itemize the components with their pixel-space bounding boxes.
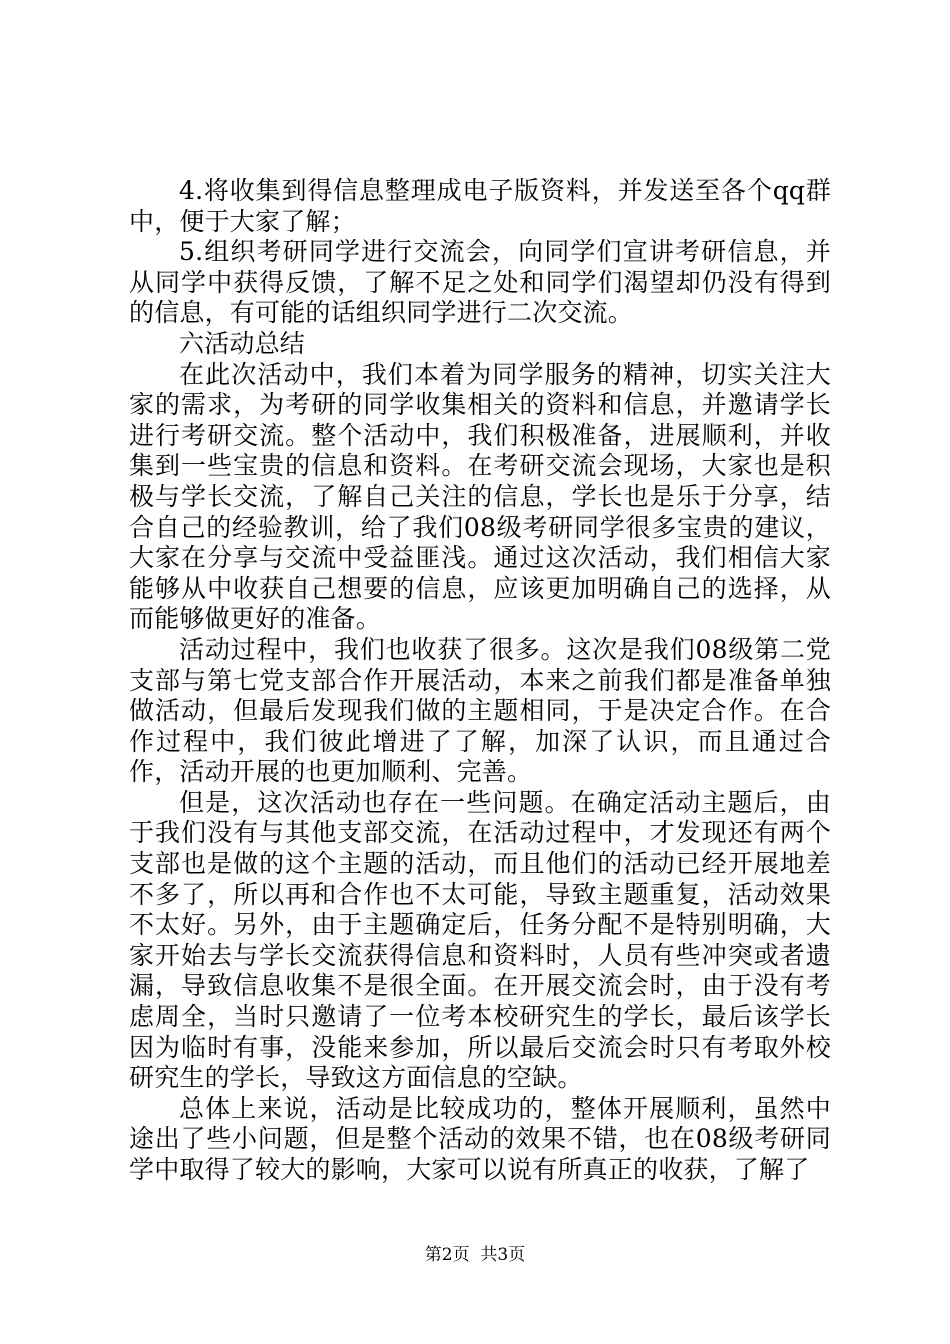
paragraph-summary-3: 但是，这次活动也存在一些问题。在确定活动主题后，由于我们没有与其他支部交流，在活动过程中，才发现还有两个支部也是做的这个主题的活动，而且他们的活动已经开展地差不多了，所以再和合作也不太可能，导致主题重复，活动效果不太好。另外，由于主题确定后，任务分配不是特别明确，大家开始去与学长交流获得信息和资料时，人员有些冲突或者遗漏，导致信息收集不是很全面。在开展交流会时，由于没有考虑周全，当时只邀请了一位考本校研究生的学长，最后该学长因为临时有事，没能来参加，所以最后交流会时只有考取外校研究生的学长，导致这方面信息的空缺。 bbox=[129, 787, 831, 1093]
paragraph-summary-4: 总体上来说，活动是比较成功的，整体开展顺利，虽然中途出了些小问题，但是整个活动的效果不错，也在08级考研同学中取得了较大的影响，大家可以说有所真正的收获，了解了 bbox=[129, 1093, 831, 1184]
paragraph-summary-1: 在此次活动中，我们本着为同学服务的精神，切实关注大家的需求，为考研的同学收集相关的资料和信息，并邀请学长进行考研交流。整个活动中，我们积极准备，进展顺利，并收集到一些宝贵的信息和资料。在考研交流会现场，大家也是积极与学长交流，了解自己关注的信息，学长也是乐于分享，结合自己的经验教训，给了我们08级考研同学很多宝贵的建议，大家在分享与交流中受益匪浅。通过这次活动，我们相信大家能够从中收获自己想要的信息，应该更加明确自己的选择，从而能够做更好的准备。 bbox=[129, 359, 831, 634]
page-footer bbox=[0, 1240, 950, 1265]
document-body bbox=[129, 176, 831, 1186]
paragraph-item-5: 5.组织考研同学进行交流会，向同学们宣讲考研信息，并从同学中获得反馈，了解不足之处和同学们渴望却仍没有得到的信息，有可能的话组织同学进行二次交流。 bbox=[129, 237, 831, 328]
paragraph-item-4: 4.将收集到得信息整理成电子版资料，并发送至各个qq群中，便于大家了解； bbox=[129, 176, 831, 236]
paragraph-summary-2: 活动过程中，我们也收获了很多。这次是我们08级第二党支部与第七党支部合作开展活动，本来之前我们都是准备单独做活动，但最后发现我们做的主题相同，于是决定合作。在合作过程中，我们彼此增进了了解，加深了认识，而且通过合作，活动开展的也更加顺利、完善。 bbox=[129, 634, 831, 787]
footer-separator bbox=[470, 1245, 481, 1265]
page-total: 共3页 bbox=[480, 1245, 526, 1265]
page-number: 第2页 bbox=[424, 1245, 470, 1265]
section-heading-summary: 六活动总结 bbox=[179, 328, 306, 358]
